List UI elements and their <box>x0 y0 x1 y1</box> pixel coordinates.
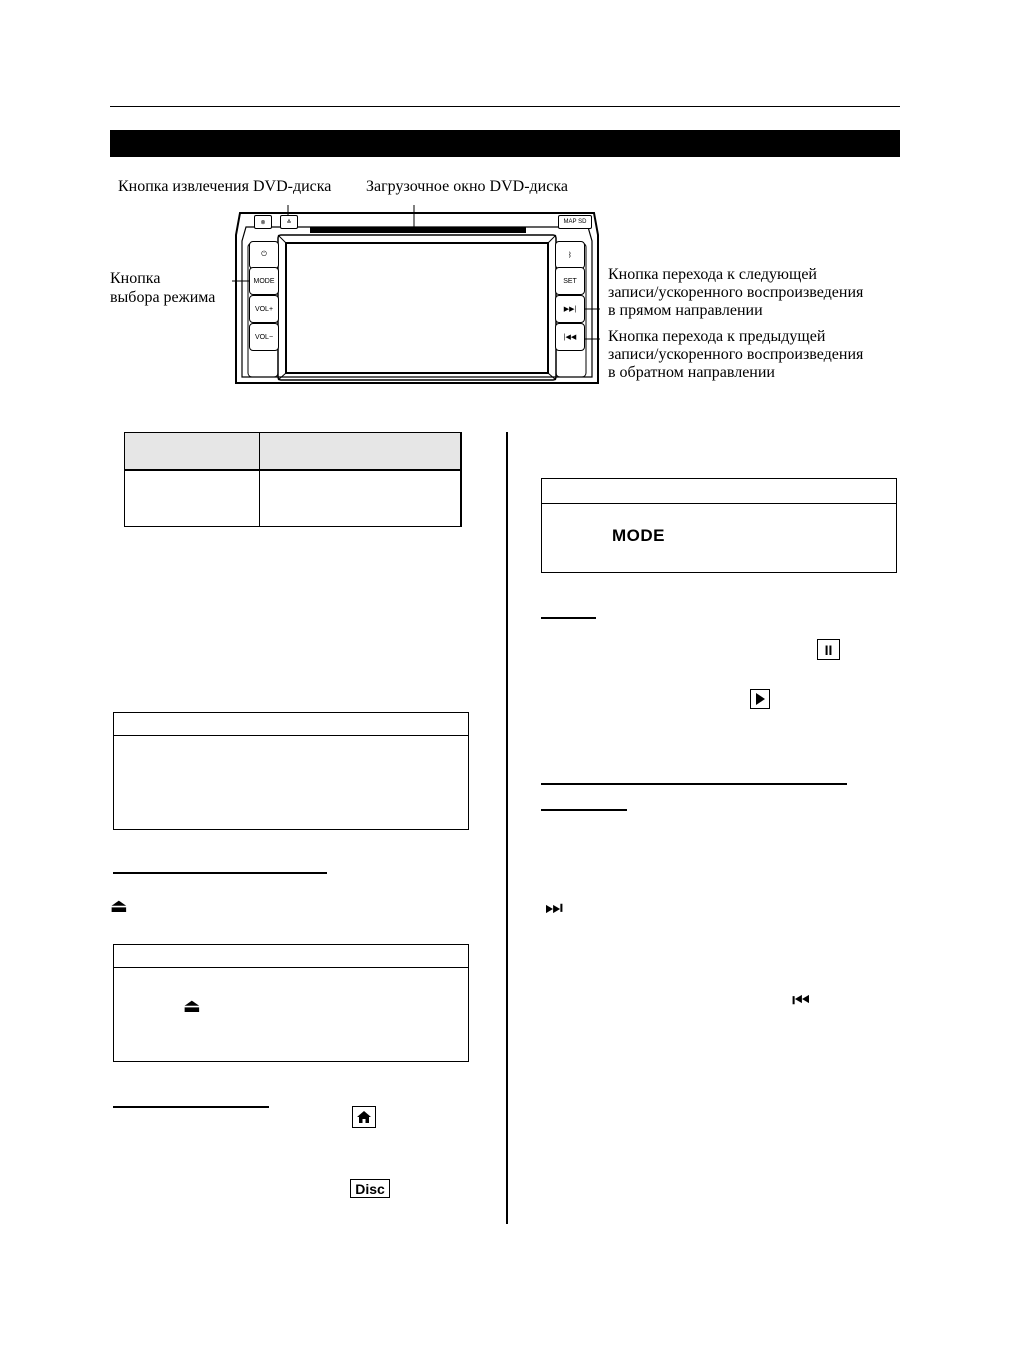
next-icon: ⏭ <box>545 895 563 919</box>
power-icon: ⏻ <box>249 241 279 269</box>
top-left-button: ⊗ <box>254 215 272 229</box>
device-eject-button: ≜ <box>280 215 298 229</box>
heading-underline-pause <box>541 617 596 619</box>
home-icon <box>352 1106 376 1128</box>
callout-next-line3: в прямом направлении <box>608 302 763 319</box>
callout-eject-button: Кнопка извлечения DVD-диска <box>118 178 332 195</box>
callout-prev-line3: в обратном направлении <box>608 364 775 381</box>
play-icon-glyph <box>755 693 765 705</box>
callout-prev-line1: Кнопка перехода к предыдущей <box>608 328 826 345</box>
set-button: SET <box>555 267 585 295</box>
note-box-2 <box>113 944 469 1062</box>
callout-mode-line1: Кнопка <box>110 270 161 287</box>
callout-prev-line2: записи/ускоренного воспроизведения <box>608 346 864 363</box>
pause-icon: II <box>817 639 840 660</box>
note-box-1 <box>113 712 469 830</box>
heading-underline-eject <box>113 872 327 874</box>
map-sd-button: MAP SD <box>558 215 592 229</box>
device-mode-button: MODE <box>249 267 279 295</box>
note-box-2-header <box>114 945 468 968</box>
note-box-3 <box>541 478 897 573</box>
head-unit-outline <box>232 205 602 390</box>
play-icon <box>750 689 770 709</box>
callout-next-line1: Кнопка перехода к следующей <box>608 266 817 283</box>
device-prev-button: |◀◀ <box>555 323 585 351</box>
vol-down-button: VOL− <box>249 323 279 351</box>
mode-label: MODE <box>612 526 665 545</box>
head-unit-illustration <box>232 205 602 390</box>
spec-table-header <box>125 433 460 471</box>
column-divider <box>506 432 508 1224</box>
vol-up-button: VOL+ <box>249 295 279 323</box>
callout-next-line2: записи/ускоренного воспроизведения <box>608 284 864 301</box>
prev-icon: ⏮ <box>792 988 810 1012</box>
callout-disc-slot: Загрузочное окно DVD-диска <box>366 178 568 195</box>
heading-underline-home <box>113 1106 269 1108</box>
home-icon-glyph <box>356 1110 372 1124</box>
eject-icon: ⏏ <box>110 895 128 917</box>
heading-underline-skip-line2 <box>541 809 627 811</box>
note-box-3-header <box>542 479 896 504</box>
eject-icon-inline: ⏏ <box>183 995 201 1017</box>
callout-mode-line2: выбора режима <box>110 289 216 306</box>
header-rule <box>110 106 900 107</box>
disc-icon: Disc <box>350 1179 390 1198</box>
spec-table-col-divider <box>259 433 260 526</box>
section-title-bar <box>110 130 900 157</box>
device-next-button: ▶▶| <box>555 295 585 323</box>
bluetooth-icon: ᛒ <box>555 241 585 269</box>
spec-table <box>124 432 462 527</box>
heading-underline-skip-line1 <box>541 783 847 785</box>
note-box-1-header <box>114 713 468 736</box>
